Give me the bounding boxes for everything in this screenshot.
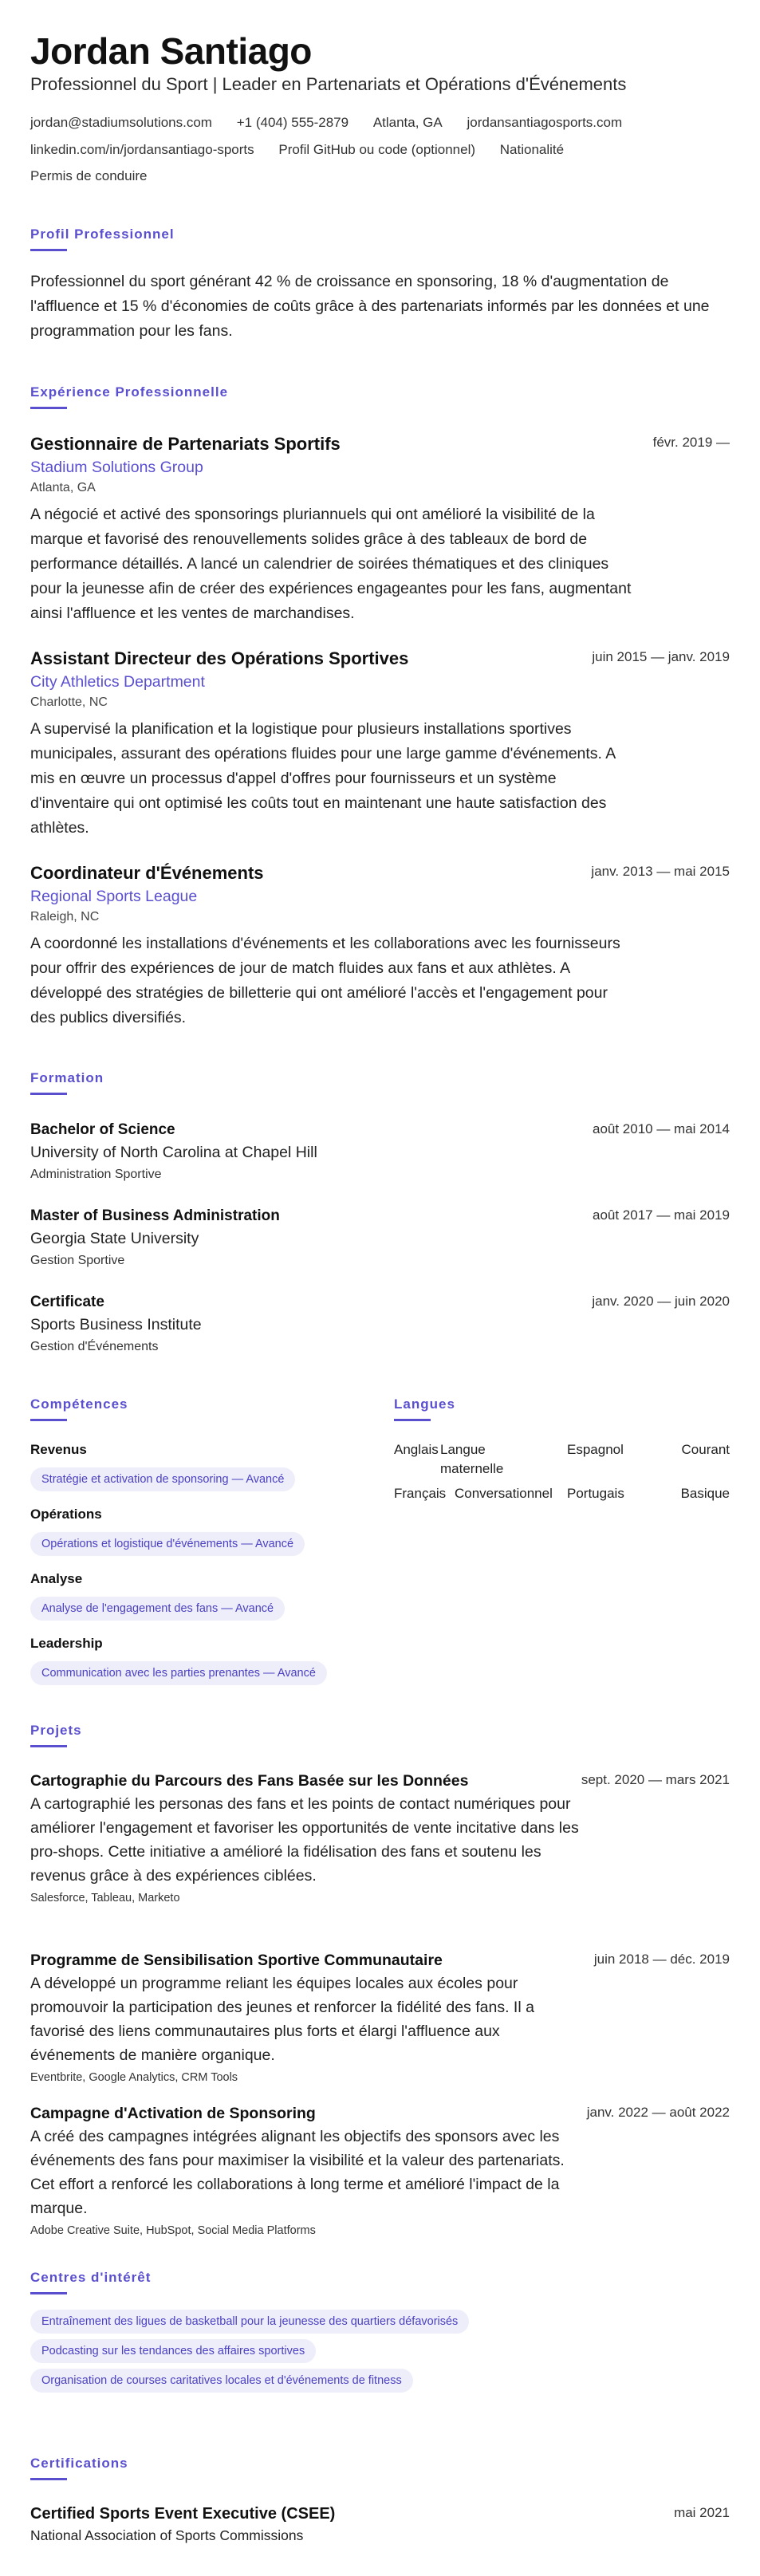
job-title: Coordinateur d'Événements (30, 863, 264, 883)
job-title: Assistant Directeur des Opérations Sportives (30, 648, 409, 668)
project-date: janv. 2022 — août 2022 (586, 2105, 730, 2120)
education-date: août 2017 — mai 2019 (592, 1207, 730, 1223)
project-date: sept. 2020 — mars 2021 (581, 1772, 730, 1787)
skill-group (30, 1570, 381, 1621)
contact-linkedin[interactable]: linkedin.com/in/jordansantiago-sports (30, 142, 254, 157)
degree: Bachelor of Science (30, 1121, 175, 1138)
section-title-projects: Projets (30, 1723, 82, 1738)
language-level: Langue maternelle (440, 1442, 504, 1476)
language-name: Français (394, 1486, 447, 1501)
project-date: juin 2018 — déc. 2019 (593, 1952, 730, 1967)
section-title-interests: Centres d'intérêt (30, 2270, 152, 2285)
job-description: A supervisé la planification et la logistique pour plusieurs installations sportives municipales, assurant des opérations fluides pour une large gamme d'événements. A mis en œuvre un processus d'appel d'offres pour fournisseurs et un système d'inventaire qui ont optimisé les coûts tout en maintenant une haute satisfaction des athlètes. (30, 720, 616, 837)
field-of-study: Gestion d'Événements (30, 1340, 159, 1353)
education-entry (30, 1205, 730, 1271)
interest-chip: Entraînement des ligues de basketball pour la jeunesse des quartiers défavorisés (30, 2310, 469, 2334)
language-name: Anglais (394, 1442, 439, 1457)
education-date: janv. 2020 — juin 2020 (592, 1294, 730, 1309)
language-name: Espagnol (567, 1442, 624, 1457)
project-entry (30, 1770, 730, 1907)
degree: Certificate (30, 1294, 104, 1310)
language-level: Basique (680, 1486, 730, 1501)
project-entry (30, 2102, 730, 2239)
skill-chip: Communication avec les parties prenantes — Avancé (30, 1661, 327, 1685)
language-name: Portugais (567, 1486, 624, 1501)
job-organization: Stadium Solutions Group (30, 459, 203, 476)
project-description: A développé un programme reliant les équipes locales aux écoles pour promouvoir la participation des jeunes et renforcer la fidélité des fans. Il a favorisé des liens communautaires plus forts et élargi l'affluence aux événements de manière organique. (30, 1975, 534, 2064)
interest-chip-wrap (30, 2331, 316, 2363)
job-date: janv. 2013 — mai 2015 (591, 864, 730, 879)
job-date: févr. 2019 — (652, 435, 730, 450)
skill-group (30, 1634, 381, 1685)
contact-row (30, 114, 643, 132)
contact-license: Permis de conduire (30, 168, 148, 183)
certification-date: mai 2021 (674, 2505, 730, 2520)
project-title: Cartographie du Parcours des Fans Basée sur les Données (30, 1772, 469, 1790)
certification-issuer: National Association of Sports Commissions (30, 2527, 304, 2543)
contact-row (30, 167, 167, 185)
skill-category: Analyse (30, 1571, 83, 1586)
contact-location: Atlanta, GA (372, 115, 443, 130)
job-organization: City Athletics Department (30, 673, 205, 691)
project-entry (30, 1949, 730, 2086)
interest-chip-wrap (30, 2302, 469, 2334)
job-date: juin 2015 — janv. 2019 (592, 649, 730, 664)
section-title-profile: Profil Professionnel (30, 226, 175, 242)
school: University of North Carolina at Chapel Hill (30, 1144, 317, 1161)
interest-chip: Podcasting sur les tendances des affaires sportives (30, 2339, 316, 2363)
certification-entry (30, 2503, 730, 2546)
section-title-skills: Compétences (30, 1396, 128, 1412)
project-description: A cartographié les personas des fans et les points de contact numériques pour améliorer l'engagement et favoriser les opportunités de vente incitative dans les pro-shops. Cette initiative a amélioré la fidélisation des fans et soutenu les revenus grâce à des expériences ciblées. (30, 1795, 579, 1885)
project-tools: Salesforce, Tableau, Marketo (30, 1892, 180, 1904)
skill-chip: Stratégie et activation de sponsoring — Avancé (30, 1467, 295, 1491)
skill-category: Revenus (30, 1442, 87, 1457)
candidate-name: Jordan Santiago (30, 30, 312, 72)
experience-entry (30, 861, 730, 1030)
project-title: Programme de Sensibilisation Sportive Communautaire (30, 1952, 443, 1969)
profile-summary: Professionnel du sport générant 42 % de croissance en sponsoring, 18 % d'augmentation de l'affluence et 15 % d'économies de coûts grâce à des partenariats informés par les données et une programmation pour les fans. (30, 273, 710, 340)
skill-category: Leadership (30, 1636, 103, 1651)
education-entry (30, 1119, 730, 1185)
headline: Professionnel du Sport | Leader en Partenariats et Opérations d'Événements (30, 74, 627, 94)
school: Georgia State University (30, 1230, 199, 1247)
project-tools: Adobe Creative Suite, HubSpot, Social Media Platforms (30, 2224, 316, 2237)
contact-phone[interactable]: +1 (404) 555-2879 (236, 115, 349, 130)
field-of-study: Gestion Sportive (30, 1254, 125, 1267)
contact-website[interactable]: jordansantiagosports.com (467, 115, 623, 130)
section-title-languages: Langues (394, 1396, 455, 1412)
education-entry (30, 1291, 730, 1357)
skill-chip: Opérations et logistique d'événements — Avancé (30, 1532, 305, 1556)
certification-title: Certified Sports Event Executive (CSEE) (30, 2505, 336, 2523)
skill-chip: Analyse de l'engagement des fans — Avancé (30, 1597, 285, 1621)
experience-entry (30, 647, 730, 841)
project-title: Campagne d'Activation de Sponsoring (30, 2105, 316, 2122)
education-date: août 2010 — mai 2014 (592, 1121, 730, 1136)
degree: Master of Business Administration (30, 1207, 280, 1224)
section-title-experience: Expérience Professionnelle (30, 384, 229, 400)
job-location: Atlanta, GA (30, 481, 96, 494)
contact-nationality: Nationalité (499, 142, 565, 157)
field-of-study: Administration Sportive (30, 1168, 162, 1181)
skill-group (30, 1505, 381, 1556)
contact-row (30, 141, 585, 159)
job-organization: Regional Sports League (30, 888, 198, 905)
skill-category: Opérations (30, 1507, 102, 1522)
interest-chip-wrap (30, 2361, 413, 2393)
job-location: Charlotte, NC (30, 695, 108, 709)
contact-email[interactable]: jordan@stadiumsolutions.com (30, 115, 212, 130)
school: Sports Business Institute (30, 1316, 202, 1333)
contact-github[interactable]: Profil GitHub ou code (optionnel) (278, 142, 476, 157)
section-title-certifications: Certifications (30, 2456, 128, 2471)
language-level: Conversationnel (455, 1486, 553, 1501)
project-tools: Eventbrite, Google Analytics, CRM Tools (30, 2071, 238, 2084)
job-location: Raleigh, NC (30, 910, 100, 924)
job-description: A négocié et activé des sponsorings pluriannuels qui ont amélioré la visibilité de la marque et favorisé des renouvellements solides grâce à des tableaux de bord de performance détaillés. A lancé un calendrier de soirées thématiques et des cliniques pour la jeunesse afin de créer des expériences engageantes pour les fans, augmentant ainsi l'affluence et les ventes de marchandises. (30, 506, 632, 622)
section-title-education: Formation (30, 1070, 104, 1085)
experience-entry (30, 432, 730, 626)
interest-chip: Organisation de courses caritatives locales et d'événements de fitness (30, 2369, 413, 2393)
job-description: A coordonné les installations d'événements et les collaborations avec les fournisseurs pour offrir des expériences de jour de match fluides aux fans et aux athlètes. A développé des stratégies de billetterie qui ont amélioré l'accès et l'engagement pour des publics diversifiés. (30, 935, 620, 1026)
project-description: A créé des campagnes intégrées alignant les objectifs des sponsors avec les événements des fans pour maximiser la visibilité et la valeur des partenariats. Cet effort a renforcé les collaborations à long terme et amélioré l'impact de la marque. (30, 2128, 565, 2217)
job-title: Gestionnaire de Partenariats Sportifs (30, 434, 341, 454)
language-level: Courant (681, 1442, 730, 1457)
skill-group (30, 1440, 381, 1491)
